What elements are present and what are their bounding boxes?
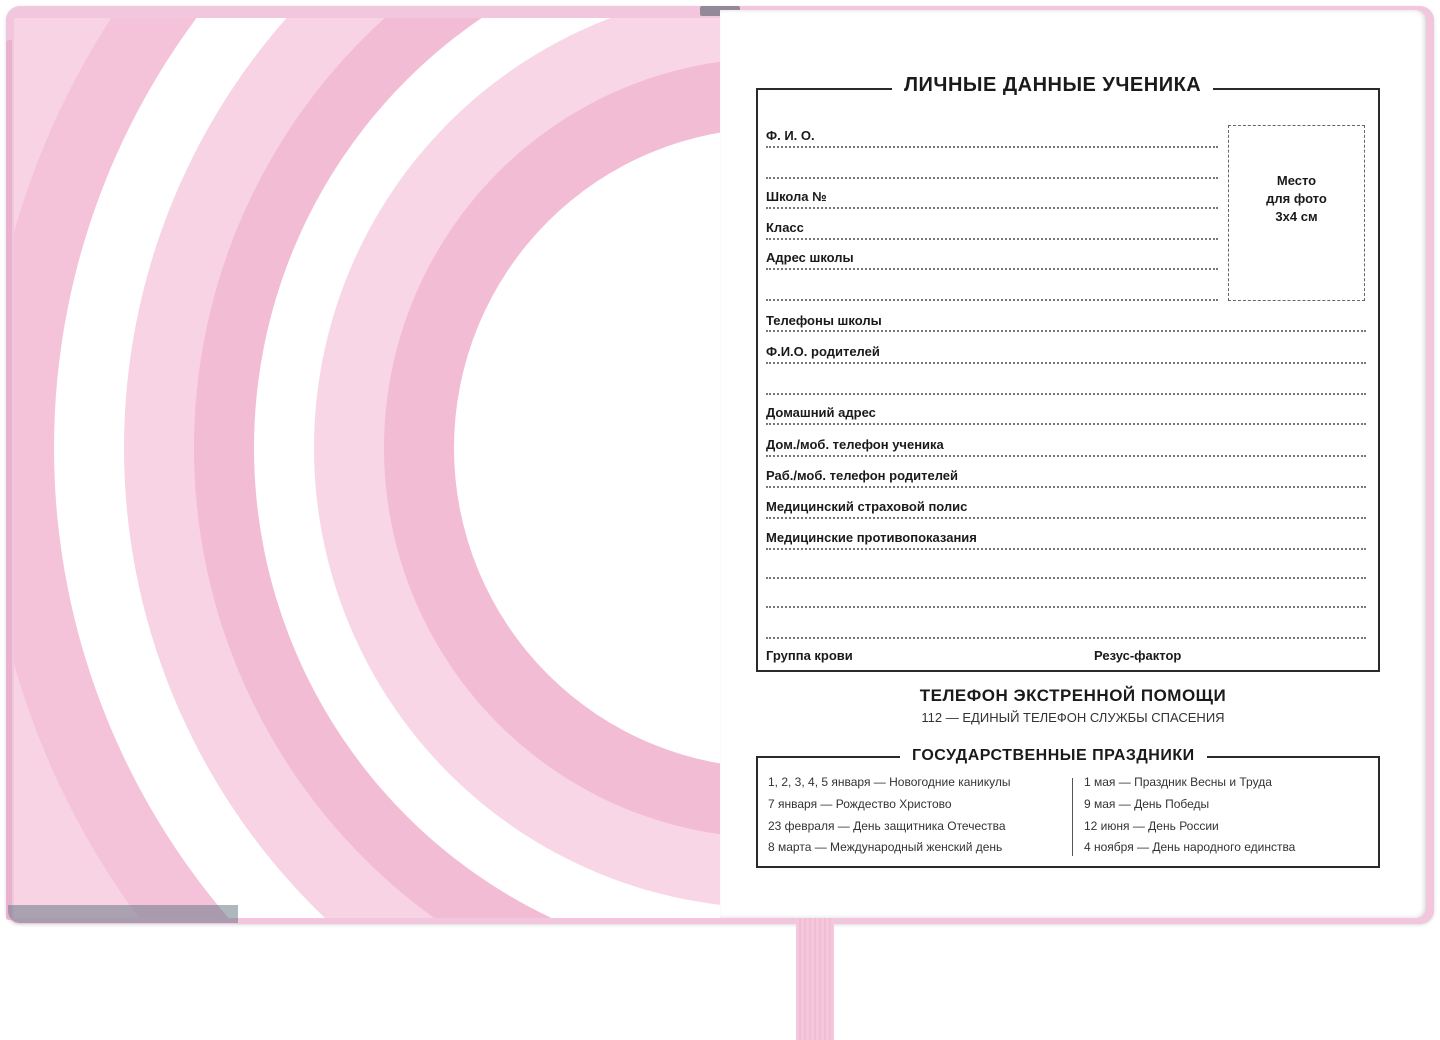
cover-edge bbox=[6, 40, 12, 920]
field-line-class[interactable] bbox=[766, 238, 1218, 240]
field-line-parents-fio[interactable] bbox=[766, 362, 1366, 364]
field-label-school-phones: Телефоны школы bbox=[766, 313, 882, 328]
field-line-parents-phone[interactable] bbox=[766, 486, 1366, 488]
field-label-fio: Ф. И. О. bbox=[766, 128, 815, 143]
personal-data-title: ЛИЧНЫЕ ДАННЫЕ УЧЕНИКА bbox=[892, 74, 1213, 97]
field-label-class: Класс bbox=[766, 220, 804, 235]
field-line-fio-2[interactable] bbox=[766, 177, 1218, 179]
emergency-subtitle: 112 — ЕДИНЫЙ ТЕЛЕФОН СЛУЖБЫ СПАСЕНИЯ bbox=[921, 710, 1225, 725]
field-label-school-address: Адрес школы bbox=[766, 250, 854, 265]
field-line-parents-fio-2[interactable] bbox=[766, 393, 1366, 395]
field-label-parents-fio: Ф.И.О. родителей bbox=[766, 344, 880, 359]
field-line-student-phone[interactable] bbox=[766, 455, 1366, 457]
holiday-left-4: 8 марта — Международный женский день bbox=[768, 840, 1003, 854]
field-label-contraindications: Медицинские противопоказания bbox=[766, 530, 977, 545]
field-label-home-address: Домашний адрес bbox=[766, 405, 876, 420]
field-line-school-no[interactable] bbox=[766, 207, 1218, 209]
photo-label-line2: для фото bbox=[1266, 191, 1327, 206]
field-line-contraindications-2[interactable] bbox=[766, 577, 1366, 579]
field-line-school-address[interactable] bbox=[766, 268, 1218, 270]
field-label-insurance: Медицинский страховой полис bbox=[766, 499, 968, 514]
field-label-rh-factor: Резус-фактор bbox=[1094, 648, 1182, 663]
holiday-left-1: 1, 2, 3, 4, 5 января — Новогодние каникулы bbox=[768, 775, 1011, 789]
cover-corner-shadow bbox=[8, 905, 238, 923]
field-label-school-no: Школа № bbox=[766, 189, 827, 204]
photo-placeholder bbox=[1228, 125, 1365, 301]
emergency-title: ТЕЛЕФОН ЭКСТРЕННОЙ ПОМОЩИ bbox=[919, 686, 1227, 705]
holidays-title: ГОСУДАРСТВЕННЫЕ ПРАЗДНИКИ bbox=[900, 747, 1207, 765]
holiday-right-2: 9 мая — День Победы bbox=[1084, 797, 1210, 811]
field-line-insurance[interactable] bbox=[766, 517, 1366, 519]
field-line-contraindications-3[interactable] bbox=[766, 606, 1366, 608]
field-label-blood-group: Группа крови bbox=[766, 648, 853, 663]
holiday-right-4: 4 ноября — День народного единства bbox=[1084, 840, 1296, 854]
form-right-page bbox=[720, 10, 1426, 918]
holiday-left-2: 7 января — Рождество Христово bbox=[768, 797, 952, 811]
endpaper-pattern bbox=[14, 18, 720, 918]
field-line-contraindications[interactable] bbox=[766, 548, 1366, 550]
holidays-column-divider bbox=[1072, 778, 1073, 856]
photo-label-line3: 3x4 см bbox=[1275, 209, 1318, 224]
field-line-school-address-2[interactable] bbox=[766, 299, 1218, 301]
endpaper-left-page bbox=[14, 18, 720, 918]
field-line-school-phones[interactable] bbox=[766, 330, 1366, 332]
holiday-right-3: 12 июня — День России bbox=[1084, 819, 1219, 833]
field-line-home-address[interactable] bbox=[766, 423, 1366, 425]
field-label-parents-phone: Раб./моб. телефон родителей bbox=[766, 468, 959, 483]
field-line-fio[interactable] bbox=[766, 146, 1218, 148]
photo-label-line1: Место bbox=[1276, 173, 1317, 188]
holiday-right-1: 1 мая — Праздник Весны и Труда bbox=[1084, 775, 1272, 789]
bookmark-ribbon[interactable] bbox=[796, 918, 834, 1040]
field-line-contraindications-4[interactable] bbox=[766, 637, 1366, 639]
holiday-left-3: 23 февраля — День защитника Отечества bbox=[768, 819, 1006, 833]
field-label-student-phone: Дом./моб. телефон ученика bbox=[766, 437, 944, 452]
